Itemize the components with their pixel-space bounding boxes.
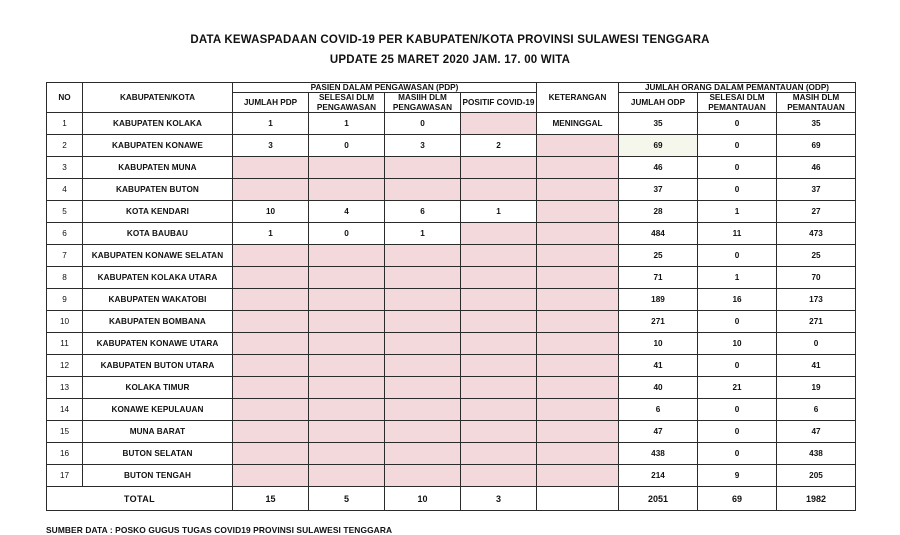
cell-ket [537, 267, 619, 289]
table-body [47, 113, 856, 487]
cell-odp_jumlah: 47 [619, 421, 698, 443]
page-title: DATA KEWASPADAAN COVID-19 PER KABUPATEN/KOTA PROVINSI SULAWESI TENGGARA [190, 34, 710, 46]
cell-no: 3 [47, 157, 83, 179]
cell-odp_masih: 46 [777, 157, 856, 179]
cell-pdp_positif [461, 223, 537, 245]
cell-no: 5 [47, 201, 83, 223]
cell-kab: KOLAKA TIMUR [83, 377, 233, 399]
cell-pdp_positif [461, 399, 537, 421]
cell-pdp_jumlah: 10 [233, 201, 309, 223]
table-row [47, 443, 856, 465]
cell-pdp_masih [385, 179, 461, 201]
table-row [47, 333, 856, 355]
cell-odp_selesai: 0 [698, 135, 777, 157]
cell-odp_masih: 27 [777, 201, 856, 223]
cell-kab: KABUPATEN KOLAKA [83, 113, 233, 135]
cell-odp_selesai: 0 [698, 421, 777, 443]
cell-odp_selesai: 0 [698, 443, 777, 465]
header-odp-jumlah: JUMLAH ODP [619, 93, 698, 113]
cell-odp_jumlah: 214 [619, 465, 698, 487]
cell-pdp_jumlah [233, 399, 309, 421]
cell-pdp_positif [461, 333, 537, 355]
header-no: NO [47, 83, 83, 113]
cell-no: 7 [47, 245, 83, 267]
total-ket [537, 487, 619, 511]
header-keterangan: KETERANGAN [537, 83, 619, 113]
table-row [47, 113, 856, 135]
cell-pdp_jumlah: 1 [233, 113, 309, 135]
cell-no: 8 [47, 267, 83, 289]
total-pdp_masih: 10 [385, 487, 461, 511]
cell-pdp_masih [385, 443, 461, 465]
cell-odp_jumlah: 10 [619, 333, 698, 355]
cell-ket [537, 157, 619, 179]
cell-no: 2 [47, 135, 83, 157]
cell-ket [537, 311, 619, 333]
cell-pdp_masih [385, 311, 461, 333]
cell-odp_jumlah: 28 [619, 201, 698, 223]
cell-no: 13 [47, 377, 83, 399]
cell-odp_masih: 69 [777, 135, 856, 157]
cell-pdp_positif [461, 311, 537, 333]
cell-no: 4 [47, 179, 83, 201]
cell-pdp_selesai [309, 377, 385, 399]
table-row [47, 311, 856, 333]
cell-odp_jumlah: 37 [619, 179, 698, 201]
cell-pdp_selesai [309, 311, 385, 333]
cell-odp_masih: 35 [777, 113, 856, 135]
cell-pdp_masih [385, 333, 461, 355]
cell-odp_masih: 47 [777, 421, 856, 443]
cell-pdp_jumlah [233, 377, 309, 399]
cell-pdp_positif [461, 377, 537, 399]
total-pdp_positif: 3 [461, 487, 537, 511]
cell-odp_masih: 473 [777, 223, 856, 245]
cell-pdp_positif [461, 443, 537, 465]
cell-pdp_jumlah [233, 289, 309, 311]
cell-odp_selesai: 0 [698, 399, 777, 421]
cell-odp_jumlah: 189 [619, 289, 698, 311]
cell-no: 12 [47, 355, 83, 377]
cell-pdp_jumlah [233, 179, 309, 201]
cell-odp_selesai: 0 [698, 311, 777, 333]
total-odp_jumlah: 2051 [619, 487, 698, 511]
cell-pdp_masih [385, 157, 461, 179]
cell-kab: KABUPATEN BUTON UTARA [83, 355, 233, 377]
table-total-row [47, 487, 856, 511]
covid-data-table [46, 82, 856, 511]
cell-odp_jumlah: 25 [619, 245, 698, 267]
cell-ket [537, 333, 619, 355]
cell-odp_selesai: 0 [698, 355, 777, 377]
cell-ket [537, 201, 619, 223]
cell-no: 11 [47, 333, 83, 355]
cell-kab: BUTON SELATAN [83, 443, 233, 465]
cell-odp_jumlah: 71 [619, 267, 698, 289]
cell-pdp_jumlah [233, 443, 309, 465]
cell-odp_masih: 173 [777, 289, 856, 311]
cell-kab: KABUPATEN KOLAKA UTARA [83, 267, 233, 289]
cell-odp_selesai: 10 [698, 333, 777, 355]
cell-pdp_selesai: 1 [309, 113, 385, 135]
table-row [47, 179, 856, 201]
cell-ket [537, 179, 619, 201]
header-kabupaten: KABUPATEN/KOTA [83, 83, 233, 113]
cell-kab: KOTA BAUBAU [83, 223, 233, 245]
cell-odp_masih: 438 [777, 443, 856, 465]
table-row [47, 245, 856, 267]
cell-pdp_jumlah [233, 311, 309, 333]
cell-pdp_selesai [309, 465, 385, 487]
cell-kab: KABUPATEN BOMBANA [83, 311, 233, 333]
table-row [47, 289, 856, 311]
cell-odp_selesai: 1 [698, 201, 777, 223]
cell-kab: KABUPATEN MUNA [83, 157, 233, 179]
header-pdp-selesai: SELESAI DLM PENGAWASAN [309, 93, 385, 113]
cell-pdp_positif: 1 [461, 201, 537, 223]
cell-pdp_selesai: 0 [309, 135, 385, 157]
cell-kab: KABUPATEN BUTON [83, 179, 233, 201]
cell-kab: KABUPATEN KONAWE SELATAN [83, 245, 233, 267]
cell-pdp_selesai [309, 179, 385, 201]
total-odp_selesai: 69 [698, 487, 777, 511]
cell-pdp_masih [385, 465, 461, 487]
cell-pdp_positif [461, 113, 537, 135]
cell-pdp_masih: 6 [385, 201, 461, 223]
table-row [47, 135, 856, 157]
cell-odp_masih: 0 [777, 333, 856, 355]
cell-ket [537, 377, 619, 399]
cell-ket [537, 355, 619, 377]
header-pdp-positif: POSITIF COVID-19 [461, 93, 537, 113]
total-pdp_jumlah: 15 [233, 487, 309, 511]
cell-odp_selesai: 1 [698, 267, 777, 289]
total-pdp_selesai: 5 [309, 487, 385, 511]
cell-pdp_positif [461, 465, 537, 487]
cell-pdp_positif [461, 289, 537, 311]
cell-pdp_selesai [309, 289, 385, 311]
cell-pdp_masih: 0 [385, 113, 461, 135]
cell-pdp_positif [461, 157, 537, 179]
cell-pdp_jumlah [233, 465, 309, 487]
cell-pdp_jumlah [233, 245, 309, 267]
cell-pdp_selesai [309, 157, 385, 179]
cell-no: 15 [47, 421, 83, 443]
cell-kab: MUNA BARAT [83, 421, 233, 443]
cell-odp_jumlah: 35 [619, 113, 698, 135]
cell-odp_selesai: 0 [698, 245, 777, 267]
cell-odp_masih: 271 [777, 311, 856, 333]
table-footer [47, 487, 856, 511]
cell-pdp_jumlah [233, 267, 309, 289]
header-odp-masih: MASIH DLM PEMANTAUAN [777, 93, 856, 113]
cell-odp_jumlah: 484 [619, 223, 698, 245]
cell-pdp_selesai [309, 443, 385, 465]
cell-odp_masih: 41 [777, 355, 856, 377]
table-row [47, 465, 856, 487]
page-subtitle: UPDATE 25 MARET 2020 JAM. 17. 00 WITA [329, 54, 571, 66]
table-row [47, 223, 856, 245]
header-pdp-group: PASIEN DALAM PENGAWASAN (PDP) [233, 83, 537, 93]
cell-odp_selesai: 21 [698, 377, 777, 399]
cell-kab: KOTA KENDARI [83, 201, 233, 223]
cell-pdp_selesai [309, 267, 385, 289]
cell-pdp_jumlah: 1 [233, 223, 309, 245]
cell-ket [537, 399, 619, 421]
cell-pdp_masih: 3 [385, 135, 461, 157]
cell-odp_jumlah: 41 [619, 355, 698, 377]
cell-odp_selesai: 9 [698, 465, 777, 487]
table-row [47, 267, 856, 289]
total-odp_masih: 1982 [777, 487, 856, 511]
cell-no: 17 [47, 465, 83, 487]
cell-pdp_selesai [309, 245, 385, 267]
table-row [47, 201, 856, 223]
cell-ket [537, 465, 619, 487]
cell-pdp_selesai: 0 [309, 223, 385, 245]
cell-odp_jumlah: 46 [619, 157, 698, 179]
cell-no: 16 [47, 443, 83, 465]
cell-odp_masih: 25 [777, 245, 856, 267]
cell-kab: BUTON TENGAH [83, 465, 233, 487]
cell-pdp_selesai: 4 [309, 201, 385, 223]
cell-ket [537, 135, 619, 157]
table-row [47, 355, 856, 377]
cell-pdp_positif [461, 179, 537, 201]
cell-pdp_positif [461, 245, 537, 267]
cell-kab: KABUPATEN KONAWE UTARA [83, 333, 233, 355]
cell-pdp_jumlah [233, 333, 309, 355]
cell-odp_selesai: 0 [698, 179, 777, 201]
cell-odp_selesai: 16 [698, 289, 777, 311]
cell-ket [537, 421, 619, 443]
cell-odp_masih: 70 [777, 267, 856, 289]
cell-no: 9 [47, 289, 83, 311]
cell-ket [537, 289, 619, 311]
cell-pdp_jumlah [233, 157, 309, 179]
cell-ket: MENINGGAL [537, 113, 619, 135]
cell-odp_selesai: 0 [698, 113, 777, 135]
source-note: SUMBER DATA : POSKO GUGUS TUGAS COVID19 PROVINSI SULAWESI TENGGARA [46, 525, 393, 535]
cell-ket [537, 223, 619, 245]
cell-kab: KONAWE KEPULAUAN [83, 399, 233, 421]
cell-odp_jumlah: 271 [619, 311, 698, 333]
cell-odp_jumlah: 69 [619, 135, 698, 157]
header-odp-group: JUMLAH ORANG DALAM PEMANTAUAN (ODP) [619, 83, 856, 93]
cell-odp_jumlah: 6 [619, 399, 698, 421]
header-pdp-masih: MASIIH DLM PENGAWASAN [385, 93, 461, 113]
cell-pdp_masih [385, 355, 461, 377]
cell-pdp_masih [385, 399, 461, 421]
header-odp-selesai: SELESAI DLM PEMANTAUAN [698, 93, 777, 113]
cell-no: 14 [47, 399, 83, 421]
cell-odp_jumlah: 40 [619, 377, 698, 399]
cell-pdp_jumlah [233, 421, 309, 443]
cell-odp_masih: 205 [777, 465, 856, 487]
cell-kab: KABUPATEN WAKATOBI [83, 289, 233, 311]
cell-ket [537, 443, 619, 465]
table-row [47, 399, 856, 421]
cell-pdp_selesai [309, 421, 385, 443]
cell-pdp_jumlah [233, 355, 309, 377]
cell-pdp_masih [385, 245, 461, 267]
cell-no: 10 [47, 311, 83, 333]
header-row-group [47, 83, 856, 93]
cell-kab: KABUPATEN KONAWE [83, 135, 233, 157]
cell-odp_jumlah: 438 [619, 443, 698, 465]
cell-no: 1 [47, 113, 83, 135]
cell-pdp_positif [461, 355, 537, 377]
cell-odp_masih: 19 [777, 377, 856, 399]
table-row [47, 377, 856, 399]
cell-no: 6 [47, 223, 83, 245]
cell-pdp_positif: 2 [461, 135, 537, 157]
cell-pdp_masih [385, 289, 461, 311]
cell-ket [537, 245, 619, 267]
cell-odp_masih: 6 [777, 399, 856, 421]
total-label: TOTAL [47, 487, 233, 511]
cell-pdp_selesai [309, 355, 385, 377]
cell-pdp_selesai [309, 333, 385, 355]
cell-pdp_masih: 1 [385, 223, 461, 245]
cell-pdp_positif [461, 421, 537, 443]
cell-pdp_selesai [309, 399, 385, 421]
table-row [47, 157, 856, 179]
cell-pdp_masih [385, 421, 461, 443]
cell-odp_selesai: 0 [698, 157, 777, 179]
cell-odp_masih: 37 [777, 179, 856, 201]
cell-pdp_masih [385, 377, 461, 399]
document-title-block [46, 0, 854, 66]
cell-odp_selesai: 11 [698, 223, 777, 245]
cell-pdp_jumlah: 3 [233, 135, 309, 157]
header-pdp-jumlah: JUMLAH PDP [233, 93, 309, 113]
cell-pdp_positif [461, 267, 537, 289]
table-row [47, 421, 856, 443]
table-header [47, 83, 856, 113]
cell-pdp_masih [385, 267, 461, 289]
